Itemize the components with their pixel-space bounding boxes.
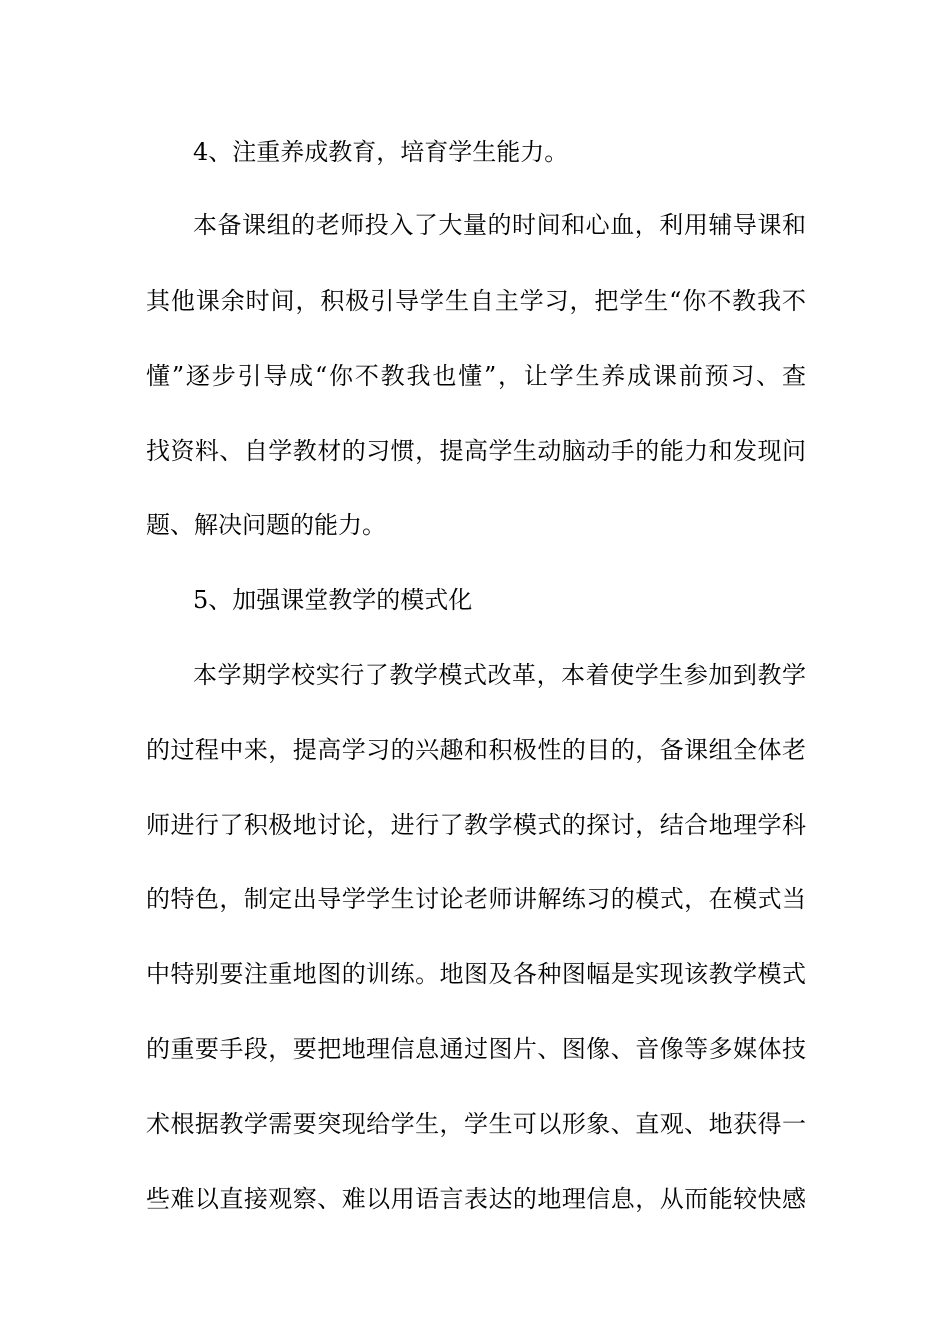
paragraph-line: 题、解决问题的能力。 xyxy=(146,511,386,539)
paragraph-line: 本备课组的老师投入了大量的时间和心血，利用辅导课和 xyxy=(193,211,806,239)
paragraph-line: 的特色，制定出导学学生讨论老师讲解练习的模式，在模式当 xyxy=(146,885,806,913)
paragraph-line: 本学期学校实行了教学模式改革，本着使学生参加到教学 xyxy=(193,661,806,689)
paragraph-line: 的重要手段，要把地理信息通过图片、图像、音像等多媒体技 xyxy=(146,1035,806,1063)
paragraph-line: 术根据教学需要突现给学生，学生可以形象、直观、地获得一 xyxy=(146,1110,806,1138)
paragraph-line: 懂”逐步引导成“你不教我也懂”，让学生养成课前预习、查 xyxy=(146,362,806,390)
paragraph-line: 些难以直接观察、难以用语言表达的地理信息，从而能较快感 xyxy=(146,1185,806,1213)
paragraph-line: 师进行了积极地讨论，进行了教学模式的探讨，结合地理学科 xyxy=(146,811,806,839)
heading-5: 5、加强课堂教学的模式化 xyxy=(193,586,473,614)
heading-4: 4、注重养成教育，培育学生能力。 xyxy=(193,138,569,166)
paragraph-line: 中特别要注重地图的训练。地图及各种图幅是实现该教学模式 xyxy=(146,960,806,988)
paragraph-line: 其他课余时间，积极引导学生自主学习，把学生“你不教我不 xyxy=(146,287,806,315)
paragraph-line: 找资料、自学教材的习惯，提高学生动脑动手的能力和发现问 xyxy=(146,437,806,465)
paragraph-line: 的过程中来，提高学习的兴趣和积极性的目的，备课组全体老 xyxy=(146,736,806,764)
